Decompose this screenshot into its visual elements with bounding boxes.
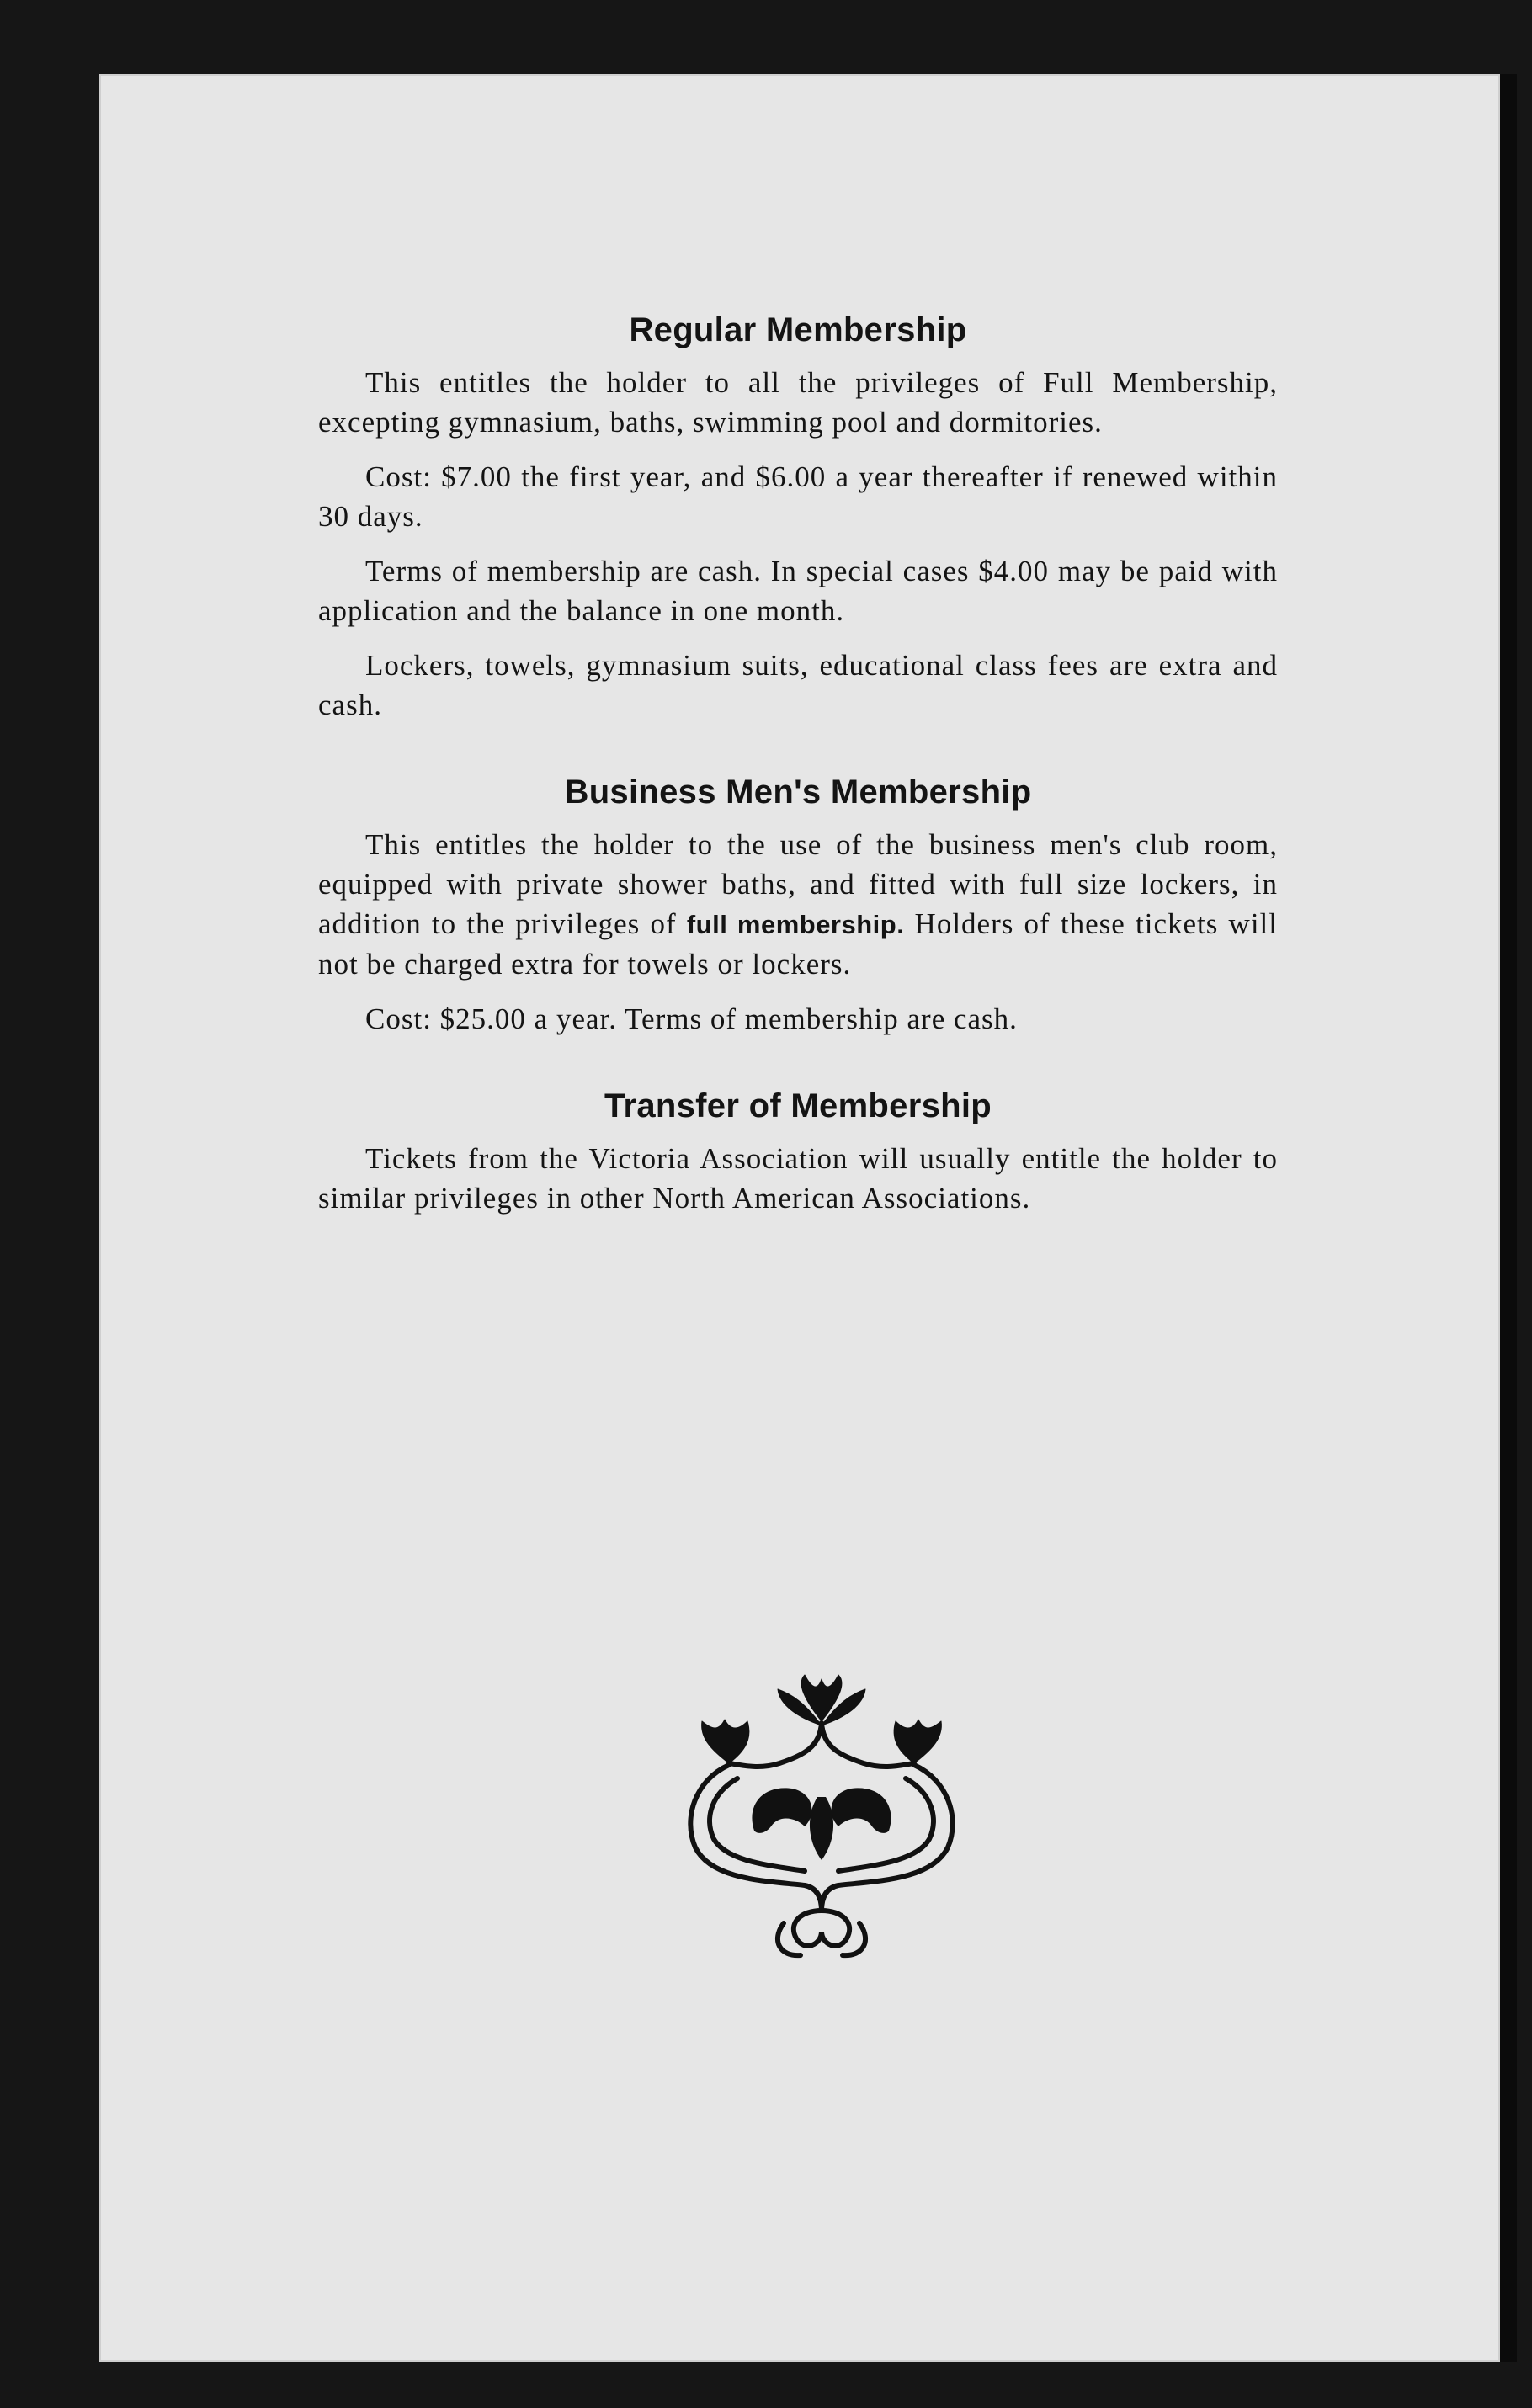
transfer-membership-paragraph: Tickets from the Victoria Association will usually entitle the holder to similar privileges in other North American Associations. bbox=[318, 1142, 1278, 1215]
business-membership-section bbox=[318, 773, 1278, 1039]
business-text-part-1: This entitles the holder to the use of the business men's club room, equipped with private shower baths, and fitted with full size lockers, in addition to the privileges of bbox=[318, 828, 1278, 940]
regular-membership-paragraph-1: This entitles the holder to all the privileges of Full Membership, excepting gymnasium, baths, swimming pool and dormitories. bbox=[318, 366, 1278, 439]
regular-membership-paragraph-2: Cost: $7.00 the first year, and $6.00 a year thereafter if renewed within 30 days. bbox=[318, 460, 1278, 533]
regular-membership-paragraph-4: Lockers, towels, gymnasium suits, educational class fees are extra and cash. bbox=[318, 649, 1278, 721]
business-text-part-2: Holders of these tickets will not be charged extra for towels or lockers. bbox=[318, 907, 1279, 981]
business-membership-paragraph-2: Cost: $25.00 a year. Terms of membership are cash. bbox=[365, 1002, 1018, 1035]
regular-membership-section bbox=[318, 311, 1278, 725]
business-membership-paragraph-1 bbox=[318, 825, 1278, 984]
page-spine bbox=[1500, 74, 1517, 2362]
regular-membership-paragraph-3: Terms of membership are cash. In special cases $4.00 may be paid with application and the balance in one month. bbox=[318, 555, 1278, 627]
transfer-membership-section bbox=[318, 1087, 1278, 1218]
business-membership-heading: Business Men's Membership bbox=[564, 773, 1032, 811]
lotus-ornament-icon bbox=[678, 1671, 965, 1965]
document-body bbox=[318, 311, 1278, 1267]
transfer-membership-heading: Transfer of Membership bbox=[604, 1087, 992, 1124]
regular-membership-heading: Regular Membership bbox=[629, 311, 967, 348]
full-membership-emphasis: full membership. bbox=[686, 910, 905, 939]
